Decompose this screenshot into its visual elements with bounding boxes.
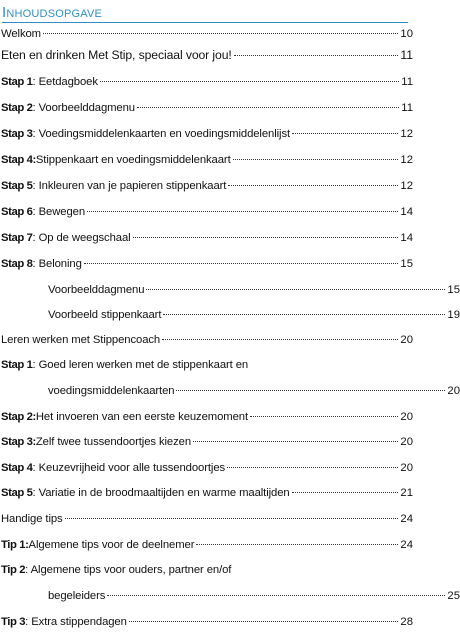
toc-entry[interactable] (0, 306, 460, 324)
toc-page-number: 11 (401, 102, 413, 114)
toc-page-number: 12 (400, 128, 413, 140)
toc-step-label: Stap 3 (1, 128, 33, 140)
dot-leader (87, 211, 398, 212)
toc-page-number: 14 (400, 206, 413, 218)
toc-step-label: Stap 5 (1, 487, 33, 499)
toc-page-number: 21 (400, 487, 413, 499)
dot-leader (163, 314, 445, 315)
toc-page-number: 24 (400, 513, 413, 525)
toc-entry-title: : Voorbeelddagmenu (32, 102, 135, 114)
toc-step-label: Tip 1: (1, 539, 29, 551)
toc-step-label: Stap 8 (1, 258, 33, 270)
toc-page-number: 20 (400, 411, 413, 423)
toc-entry[interactable] (0, 587, 460, 605)
toc-entry[interactable] (0, 281, 460, 299)
toc-step-label: Tip 2 (1, 564, 26, 576)
toc-entry-title: Leren werken met Stippencoach (1, 334, 161, 346)
toc-page-number: 28 (400, 616, 413, 628)
toc-entry-title: : Variatie in de broodmaaltijden en warme maaltijden (32, 487, 290, 499)
dot-leader (162, 339, 398, 340)
dot-leader (292, 133, 398, 134)
toc-page-number: 10 (400, 28, 413, 40)
toc-entry-title: Stippenkaart en voedingsmiddelenkaart (35, 154, 231, 166)
toc-page-number: 11 (401, 76, 413, 88)
toc-page-number: 12 (400, 180, 413, 192)
toc-entry-title: begeleiders (48, 590, 106, 602)
toc-entry-title: Eten en drinken Met Stip, speciaal voor jou! (1, 48, 232, 62)
toc-step-label: Stap 1 (1, 359, 33, 371)
toc-step-label: Stap 1 (1, 76, 33, 88)
toc-page-number: 12 (400, 154, 413, 166)
dot-leader (193, 441, 398, 442)
toc-entry[interactable] (0, 255, 413, 273)
toc-page-number: 20 (400, 462, 413, 474)
toc-entry[interactable] (0, 151, 413, 169)
toc-entry-title: : Algemene tips voor ouders, partner en/of (25, 564, 232, 576)
toc-entry[interactable] (0, 382, 460, 400)
toc-entry[interactable] (0, 613, 413, 631)
toc-entry-title: : Extra stippendagen (25, 616, 127, 628)
toc-entry-title: : Op de weegschaal (32, 232, 131, 244)
toc-entry-title: Voorbeelddagmenu (48, 284, 145, 296)
toc-step-label: Stap 4: (1, 154, 36, 166)
toc-page-number: 20 (400, 334, 413, 346)
dot-leader (129, 621, 399, 622)
toc-entry-title: : Beloning (32, 258, 82, 270)
toc-entry[interactable] (0, 536, 413, 554)
dot-leader (133, 237, 399, 238)
toc-entry-title: Zelf twee tussendoortjes kiezen (35, 436, 192, 448)
dot-leader (137, 107, 399, 108)
toc-entry-title: Welkom (1, 28, 41, 40)
toc-entry-title: : Voedingsmiddelenkaarten en voedingsmiddelenlijst (32, 128, 291, 140)
dot-leader (234, 55, 399, 56)
toc-entry[interactable] (0, 125, 413, 143)
toc-step-label: Stap 6 (1, 206, 33, 218)
toc-entry[interactable] (0, 73, 413, 91)
toc-entry-line[interactable] (0, 356, 413, 374)
toc-step-label: Tip 3 (1, 616, 26, 628)
toc-entry-title: Het invoeren van een eerste keuzemoment (35, 411, 248, 423)
title-divider (2, 22, 408, 23)
toc-entry[interactable] (0, 229, 413, 247)
toc-entry-title: Handige tips (1, 513, 63, 525)
toc-step-label: Stap 7 (1, 232, 33, 244)
toc-page-number: 11 (400, 48, 413, 62)
toc-step-label: Stap 4 (1, 462, 33, 474)
toc-entry[interactable] (0, 46, 413, 64)
dot-leader (233, 159, 399, 160)
toc-entry-line[interactable] (0, 561, 413, 579)
dot-leader (227, 467, 398, 468)
toc-entry-title: voedingsmiddelenkaarten (48, 385, 175, 397)
toc-page-number: 25 (447, 590, 460, 602)
dot-leader (107, 595, 445, 596)
toc-step-label: Stap 5 (1, 180, 33, 192)
toc-page-number: 15 (447, 284, 460, 296)
page-title: Inhoudsopgave (2, 4, 103, 21)
dot-leader (250, 416, 398, 417)
toc-entry[interactable] (0, 433, 413, 451)
toc-entry[interactable] (0, 408, 413, 426)
toc-entry-title: : Goed leren werken met de stippenkaart en (32, 359, 249, 371)
toc-page-number: 24 (400, 539, 413, 551)
toc-step-label: Stap 2 (1, 102, 33, 114)
toc-page-number: 14 (400, 232, 413, 244)
dot-leader (196, 544, 398, 545)
toc-entry[interactable] (0, 203, 413, 221)
toc-entry[interactable] (0, 459, 413, 477)
toc-entry[interactable] (0, 484, 413, 502)
toc-entry-title: : Bewegen (32, 206, 86, 218)
dot-leader (176, 390, 445, 391)
dot-leader (84, 263, 399, 264)
toc-entry-title: : Keuzevrijheid voor alle tussendoortjes (32, 462, 226, 474)
toc-entry[interactable] (0, 331, 413, 349)
toc-entry-title: : Inkleuren van je papieren stippenkaart (32, 180, 227, 192)
toc-page-number: 20 (447, 385, 460, 397)
toc-page-number: 19 (447, 309, 460, 321)
toc-entry[interactable] (0, 25, 413, 43)
toc-step-label: Stap 2: (1, 411, 36, 423)
dot-leader (146, 289, 445, 290)
dot-leader (100, 81, 399, 82)
dot-leader (43, 33, 398, 34)
toc-entry[interactable] (0, 177, 413, 195)
toc-entry-title: Algemene tips voor de deelnemer (28, 539, 195, 551)
toc-entry-title: : Eetdagboek (32, 76, 98, 88)
dot-leader (228, 185, 398, 186)
dot-leader (65, 518, 399, 519)
toc-step-label: Stap 3: (1, 436, 36, 448)
toc-page-number: 20 (400, 436, 413, 448)
toc-entry[interactable] (0, 510, 413, 528)
toc-page-number: 15 (400, 258, 413, 270)
dot-leader (292, 492, 399, 493)
toc-entry-title: Voorbeeld stippenkaart (48, 309, 162, 321)
toc-entry[interactable] (0, 99, 413, 117)
